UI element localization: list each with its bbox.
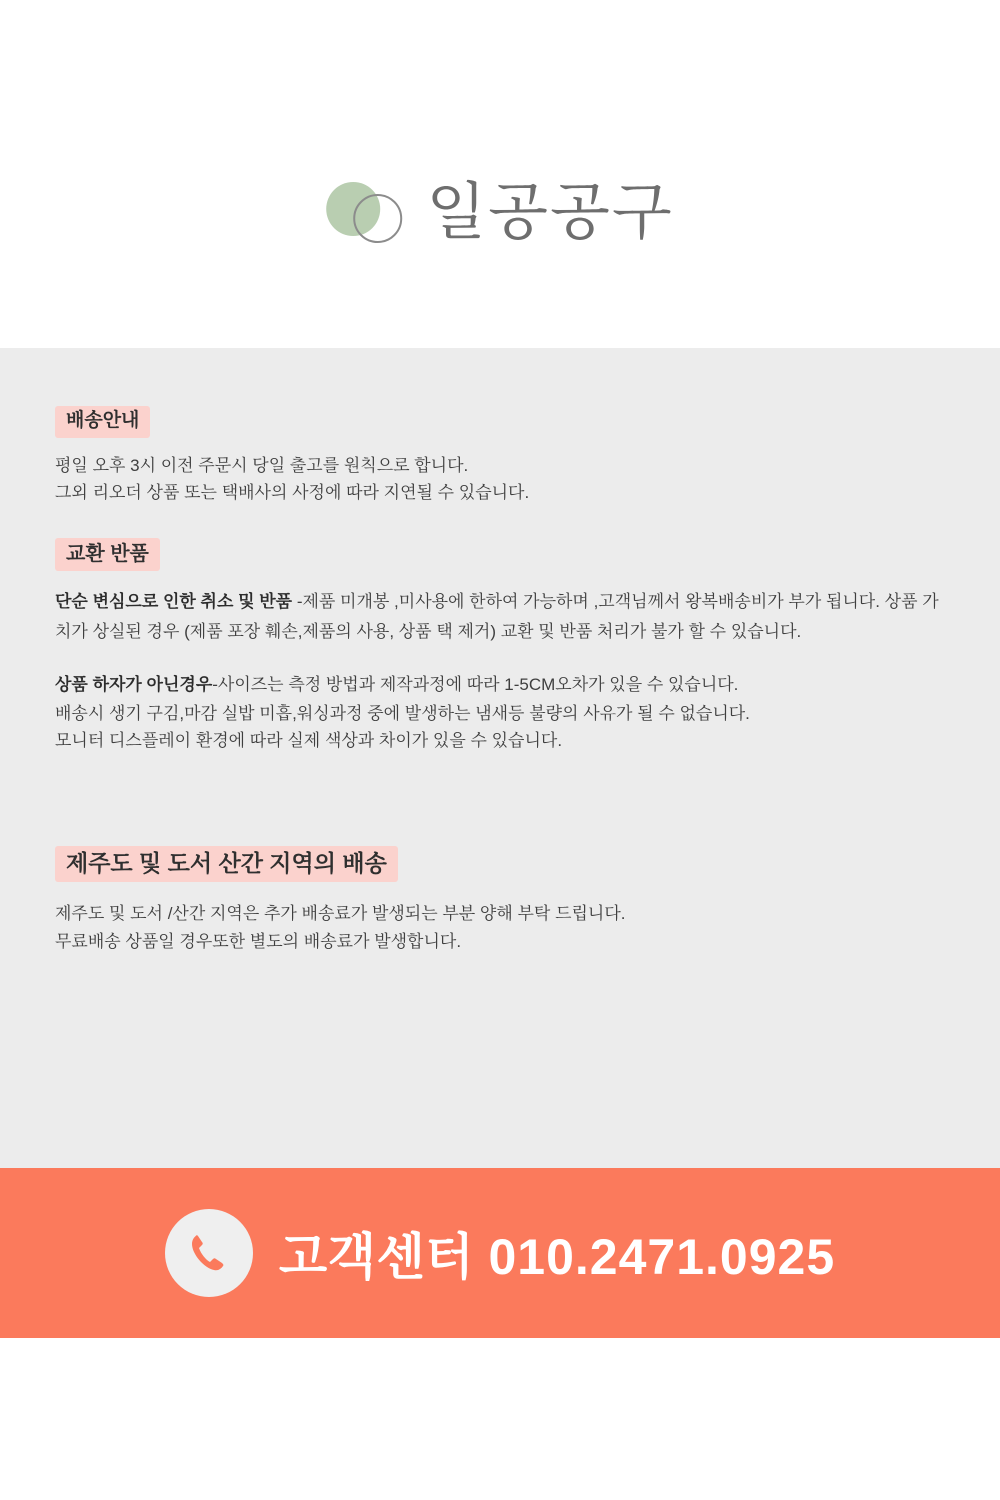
exchange-line-2: 모니터 디스플레이 환경에 따라 실제 색상과 차이가 있을 수 있습니다. [55, 731, 563, 751]
exchange-paragraph-1 [55, 587, 945, 648]
section-jeju [55, 846, 945, 955]
customer-center-phone: 010.2471.0925 [488, 1229, 836, 1285]
customer-center-text [279, 1217, 835, 1289]
circle-leaf-ring-logo-icon [326, 178, 412, 248]
shipping-line-2: 그외 리오더 상품 또는 택배사의 사정에 따라 지연될 수 있습니다. [55, 483, 530, 503]
exchange-p2-rest: -사이즈는 측정 방법과 제작과정에 따라 1-5CM오차가 있을 수 있습니다. [212, 674, 739, 694]
exchange-p1-rest: -제품 미개봉 ,미사용에 한하여 가능하며 ,고객님께서 왕복배송비가 부가 됩니다. 상품 가치가 상실된 경우 (제품 포장 훼손,제품의 사용, 상품 택 제거) 교환 및 반품 처리가 불가 할 수 있습니다. [55, 592, 939, 642]
exchange-line-1: 배송시 생기 구김,마감 실밥 미흡,워싱과정 중에 발생하는 냄새등 불량의 사유가 될 수 없습니다. [55, 703, 750, 723]
shipping-badge: 배송안내 [55, 406, 150, 438]
exchange-badge: 교환 반품 [55, 538, 160, 571]
jeju-badge: 제주도 및 도서 산간 지역의 배송 [55, 846, 398, 882]
header-band [0, 0, 1000, 348]
customer-center-bar [0, 1168, 1000, 1338]
jeju-line-2: 무료배송 상품일 경우또한 별도의 배송료가 발생합니다. [55, 931, 462, 951]
jeju-line-1: 제주도 및 도서 /산간 지역은 추가 배송료가 발생되는 부분 양해 부탁 드립니다. [55, 904, 626, 924]
brand-logo [326, 178, 674, 248]
shipping-line-1: 평일 오후 3시 이전 주문시 당일 출고를 원칙으로 합니다. [55, 455, 469, 475]
brand-name: 일공공구 [426, 178, 674, 247]
exchange-paragraph-2 [55, 670, 945, 700]
phone-icon [165, 1209, 253, 1297]
exchange-p2-strong: 상품 하자가 아닌경우 [55, 674, 213, 694]
bottom-white-space [0, 1338, 1000, 1500]
info-panel [0, 348, 1000, 1168]
section-exchange [55, 538, 945, 755]
customer-center-label: 고객센터 [278, 1229, 475, 1285]
section-shipping [55, 406, 945, 507]
exchange-p1-strong: 단순 변심으로 인한 취소 및 반품 [55, 592, 297, 611]
